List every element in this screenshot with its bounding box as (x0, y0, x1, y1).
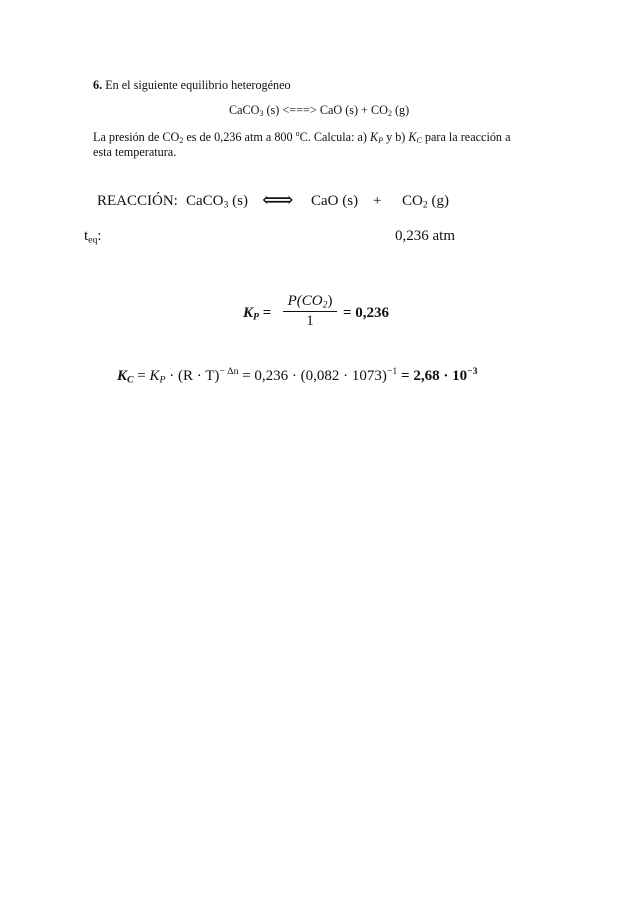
kp-sub: P (378, 136, 384, 146)
teq-value: 0,236 atm (395, 228, 455, 244)
kp-num-close: ) (327, 293, 333, 309)
arrow-glyph: ⟺ (262, 187, 294, 212)
kc-symbol: K (408, 130, 417, 145)
kc-lhs-sub: C (127, 374, 134, 386)
kc-kp-sub: P (159, 374, 166, 386)
eq-arrow: <===> (282, 103, 317, 117)
text-frag: para la reacción a (421, 130, 511, 145)
eq-product2-state: (g) (395, 103, 410, 117)
kp-result: = 0,236 (343, 305, 390, 321)
fraction-bar (283, 311, 337, 312)
kp-num-text: P(CO (287, 293, 323, 309)
problem-intro-line (93, 76, 291, 94)
kp-lhs-symbol: K (243, 305, 254, 321)
reactant-state: (s) (232, 193, 248, 209)
reaction-label: REACCIÓN: (97, 193, 178, 209)
teq-colon: : (97, 228, 102, 244)
teq-sub: eq (88, 234, 98, 246)
teq-label (84, 228, 102, 245)
kc-equals: = (137, 368, 146, 384)
kc-exponent-minus1: −1 (386, 366, 398, 377)
eq-product2-sub: 2 (387, 108, 392, 118)
kp-equals: = (262, 305, 272, 321)
kp-symbol: K (370, 130, 379, 145)
kp-numerator (280, 293, 340, 310)
reactant-sub: 3 (223, 199, 229, 211)
kc-lhs-symbol: K (117, 368, 128, 384)
kp-fraction (280, 293, 340, 330)
eq-product1: CaO (s) + (319, 103, 368, 117)
kc-kp-symbol: K (149, 368, 160, 384)
reaction-product2 (402, 193, 449, 210)
kc-formula (117, 366, 478, 385)
kc-result-exponent: −3 (467, 366, 478, 377)
reaction-product1: CaO (s) (311, 193, 359, 209)
teq-t: t (84, 228, 89, 244)
text-frag: C. Calcula: a) (299, 130, 371, 145)
kc-result: = 2,68 · 10 (397, 368, 468, 384)
kc-rt-term: · (R · T) (165, 368, 220, 384)
eq-reactant-sub: 3 (259, 108, 264, 118)
text-sub: 2 (179, 136, 184, 146)
eq-product2: CO (371, 103, 388, 117)
kp-lhs-sub: P (253, 311, 259, 323)
kp-num-sub: 2 (322, 299, 328, 311)
product2-formula: CO (402, 193, 423, 209)
reaction-reactant (186, 193, 248, 210)
kp-denominator: 1 (306, 313, 314, 330)
equilibrium-arrow-icon (262, 187, 294, 212)
problem-intro: En el siguiente equilibrio heterogéneo (105, 78, 291, 92)
product2-sub: 2 (422, 199, 428, 211)
degree-mark: o (295, 129, 300, 138)
reaction-plus: + (373, 193, 382, 209)
eq-reactant: CaCO (229, 103, 260, 117)
kc-sub: C (416, 136, 422, 146)
eq-reactant-state: (s) (266, 103, 280, 117)
reactant-formula: CaCO (186, 193, 224, 209)
kc-exponent-dn: − Δn (219, 366, 239, 377)
kc-calculation: = 0,236 · (0,082 · 1073) (238, 368, 387, 384)
text-frag: La presión de CO (93, 130, 180, 145)
product2-state: (g) (431, 193, 449, 209)
text-frag: y b) (383, 130, 409, 145)
problem-number: 6. (93, 78, 103, 92)
problem-text-line2: esta temperatura. (93, 145, 177, 159)
problem-equation (229, 101, 409, 123)
kp-lhs (243, 305, 271, 322)
text-frag: es de 0,236 atm a 800 (183, 130, 296, 145)
